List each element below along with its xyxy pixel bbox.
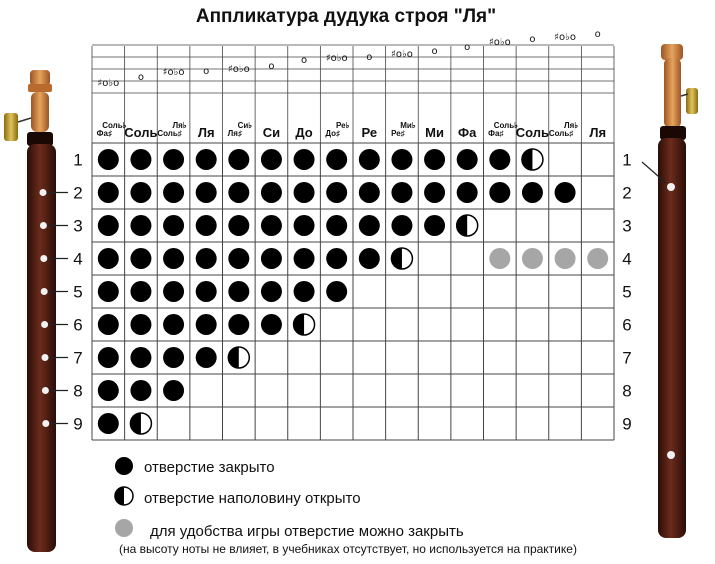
column-label: Фа♯ xyxy=(488,129,504,138)
closed-hole-mark xyxy=(228,281,249,302)
closed-hole-mark xyxy=(294,182,315,203)
staff-note: ♯o♭o xyxy=(162,67,185,78)
page-title: Аппликатура дудука строя "Ля" xyxy=(195,6,497,27)
column-label: Ля xyxy=(589,125,607,140)
closed-hole-mark xyxy=(163,149,184,170)
hole-icon xyxy=(40,255,47,262)
half-open-hole-mark xyxy=(130,413,151,434)
closed-hole-mark xyxy=(228,182,249,203)
closed-hole-mark xyxy=(196,149,217,170)
hole-icon xyxy=(41,321,48,328)
closed-hole-mark xyxy=(130,281,151,302)
hole-icon xyxy=(40,222,47,229)
column-label-alt: Соль♭ xyxy=(102,121,127,130)
staff-note: ♯o♭o xyxy=(325,53,348,64)
column-label: Соль♯ xyxy=(548,129,574,138)
staff-note: ♯o♭o xyxy=(227,64,250,75)
optional-hole-mark xyxy=(489,248,510,269)
column-label: Ре♯ xyxy=(391,129,405,138)
column-label: Ля xyxy=(197,125,215,140)
closed-hole-mark xyxy=(261,281,282,302)
staff-note: o xyxy=(594,29,601,40)
row-number-left: 7 xyxy=(73,348,83,368)
staff-note: o xyxy=(203,66,210,77)
closed-hole-mark xyxy=(130,347,151,368)
row-number-right: 7 xyxy=(622,348,632,368)
closed-hole-mark xyxy=(98,413,119,434)
closed-hole-mark xyxy=(424,149,445,170)
staff-note: ♯o♭o xyxy=(391,49,413,60)
closed-hole-mark xyxy=(196,314,217,335)
closed-hole-mark xyxy=(130,380,151,401)
closed-hole-mark xyxy=(196,347,217,368)
row-number-left: 4 xyxy=(73,249,83,269)
closed-hole-mark xyxy=(326,215,347,236)
closed-hole-mark xyxy=(326,149,347,170)
column-label: До xyxy=(295,125,313,140)
closed-hole-mark xyxy=(326,182,347,203)
closed-hole-mark xyxy=(424,215,445,236)
column-label: Ля♯ xyxy=(227,129,242,138)
closed-hole-mark xyxy=(261,182,282,203)
legend-closed-text: отверстие закрыто xyxy=(144,459,275,476)
closed-hole-mark xyxy=(294,149,315,170)
half-open-hole-mark xyxy=(457,215,478,236)
staff-note: o xyxy=(464,42,471,53)
hole-icon xyxy=(40,189,47,196)
column-label: До♯ xyxy=(325,129,341,138)
optional-hole-mark xyxy=(522,248,543,269)
reed-cap-icon xyxy=(4,113,18,141)
hole-icon xyxy=(667,451,675,459)
row-number-right: 2 xyxy=(622,183,632,203)
closed-hole-mark xyxy=(294,281,315,302)
closed-hole-mark xyxy=(522,182,543,203)
closed-hole-mark xyxy=(489,182,510,203)
column-label: Ре xyxy=(361,125,378,140)
hole-icon xyxy=(42,420,49,427)
optional-hole-mark xyxy=(555,248,576,269)
closed-hole-mark xyxy=(261,149,282,170)
column-label-alt: Ля♭ xyxy=(172,121,187,130)
closed-hole-mark xyxy=(359,248,380,269)
column-label-alt: Си♭ xyxy=(237,121,253,130)
half-open-hole-mark xyxy=(228,347,249,368)
half-open-hole-mark xyxy=(294,314,315,335)
row-number-left: 5 xyxy=(73,282,83,302)
closed-hole-mark xyxy=(326,281,347,302)
closed-hole-mark xyxy=(130,248,151,269)
half-open-hole-mark xyxy=(391,248,412,269)
closed-hole-mark xyxy=(489,149,510,170)
column-label: Ми xyxy=(425,125,444,140)
column-label: Фа xyxy=(458,125,477,140)
closed-hole-mark xyxy=(98,248,119,269)
closed-hole-mark xyxy=(391,182,412,203)
reed-cap-icon xyxy=(686,88,698,114)
row-number-right: 5 xyxy=(622,282,632,302)
legend-half-text: отверстие наполовину открыто xyxy=(144,490,361,507)
closed-hole-mark xyxy=(457,149,478,170)
closed-hole-mark xyxy=(98,380,119,401)
row-number-left: 8 xyxy=(73,381,83,401)
column-label-alt: Ре♭ xyxy=(336,121,350,130)
row-number-left: 3 xyxy=(73,216,83,236)
closed-hole-mark xyxy=(163,281,184,302)
column-label: Соль xyxy=(124,125,158,140)
closed-hole-mark xyxy=(228,149,249,170)
optional-hole-mark xyxy=(587,248,608,269)
staff-note: o xyxy=(431,46,438,57)
row-number-left: 6 xyxy=(73,315,83,335)
row-number-right: 8 xyxy=(622,381,632,401)
row-number-right: 6 xyxy=(622,315,632,335)
closed-hole-mark xyxy=(424,182,445,203)
closed-hole-mark xyxy=(130,215,151,236)
half-open-hole-mark xyxy=(522,149,543,170)
closed-hole-mark xyxy=(98,182,119,203)
closed-hole-mark xyxy=(98,347,119,368)
closed-hole-mark xyxy=(163,380,184,401)
closed-hole-mark xyxy=(163,248,184,269)
closed-hole-mark xyxy=(261,314,282,335)
row-number-left: 1 xyxy=(73,150,83,170)
legend-optional-text: для удобства игры отверстие можно закрыть xyxy=(150,523,464,540)
staff-note: o xyxy=(366,52,373,63)
closed-hole-mark xyxy=(326,248,347,269)
column-label-alt: Ми♭ xyxy=(400,121,416,130)
closed-hole-mark xyxy=(391,149,412,170)
closed-hole-mark xyxy=(359,182,380,203)
closed-hole-mark xyxy=(130,182,151,203)
closed-hole-mark xyxy=(163,347,184,368)
closed-hole-mark xyxy=(359,149,380,170)
closed-hole-mark xyxy=(196,248,217,269)
closed-hole-mark xyxy=(294,248,315,269)
staff-note: o xyxy=(137,72,144,83)
staff-note: o xyxy=(301,55,308,66)
legend xyxy=(115,457,577,556)
closed-hole-mark xyxy=(98,215,119,236)
hole-icon xyxy=(42,354,49,361)
closed-hole-mark xyxy=(130,149,151,170)
column-label: Соль xyxy=(515,125,550,140)
duduk-left-illustration xyxy=(4,70,68,552)
closed-hole-mark xyxy=(163,182,184,203)
row-number-right: 4 xyxy=(622,249,632,269)
closed-hole-mark xyxy=(98,281,119,302)
closed-hole-mark xyxy=(163,314,184,335)
optional-hole-icon xyxy=(115,519,133,537)
closed-hole-mark xyxy=(98,314,119,335)
closed-hole-mark xyxy=(261,215,282,236)
closed-hole-mark xyxy=(98,149,119,170)
staff-note: ♯o♭o xyxy=(554,32,576,43)
closed-hole-mark xyxy=(228,248,249,269)
row-number-left: 9 xyxy=(73,414,83,434)
closed-hole-mark xyxy=(359,215,380,236)
row-number-right: 9 xyxy=(622,414,632,434)
column-label: Соль♯ xyxy=(157,129,182,138)
closed-hole-icon xyxy=(115,457,133,475)
closed-hole-mark xyxy=(163,215,184,236)
hole-icon xyxy=(42,387,49,394)
closed-hole-mark xyxy=(555,182,576,203)
row-number-right: 3 xyxy=(622,216,632,236)
thumb-hole-icon xyxy=(667,183,675,191)
staff-note: o xyxy=(268,61,275,72)
staff-note: o xyxy=(529,34,536,45)
closed-hole-mark xyxy=(130,314,151,335)
column-label: Си xyxy=(262,125,281,140)
closed-hole-mark xyxy=(196,182,217,203)
staff-note: ♯o♭o xyxy=(97,78,120,89)
row-number-left: 2 xyxy=(73,183,83,203)
duduk-right-illustration xyxy=(642,44,698,538)
closed-hole-mark xyxy=(228,314,249,335)
legend-optional-note: (на высоту ноты не влияет, в учебниках отсутствует, но используется на практике) xyxy=(119,542,577,556)
column-label-alt: Ля♭ xyxy=(564,121,579,130)
row-number-right: 1 xyxy=(622,150,632,170)
closed-hole-mark xyxy=(391,215,412,236)
staff-note: ♯o♭o xyxy=(488,37,511,48)
closed-hole-mark xyxy=(196,215,217,236)
closed-hole-mark xyxy=(294,215,315,236)
column-label-alt: Соль♭ xyxy=(493,121,518,130)
closed-hole-mark xyxy=(196,281,217,302)
closed-hole-mark xyxy=(261,248,282,269)
closed-hole-mark xyxy=(457,182,478,203)
hole-icon xyxy=(41,288,48,295)
column-label: Фа♯ xyxy=(96,129,112,138)
closed-hole-mark xyxy=(228,215,249,236)
